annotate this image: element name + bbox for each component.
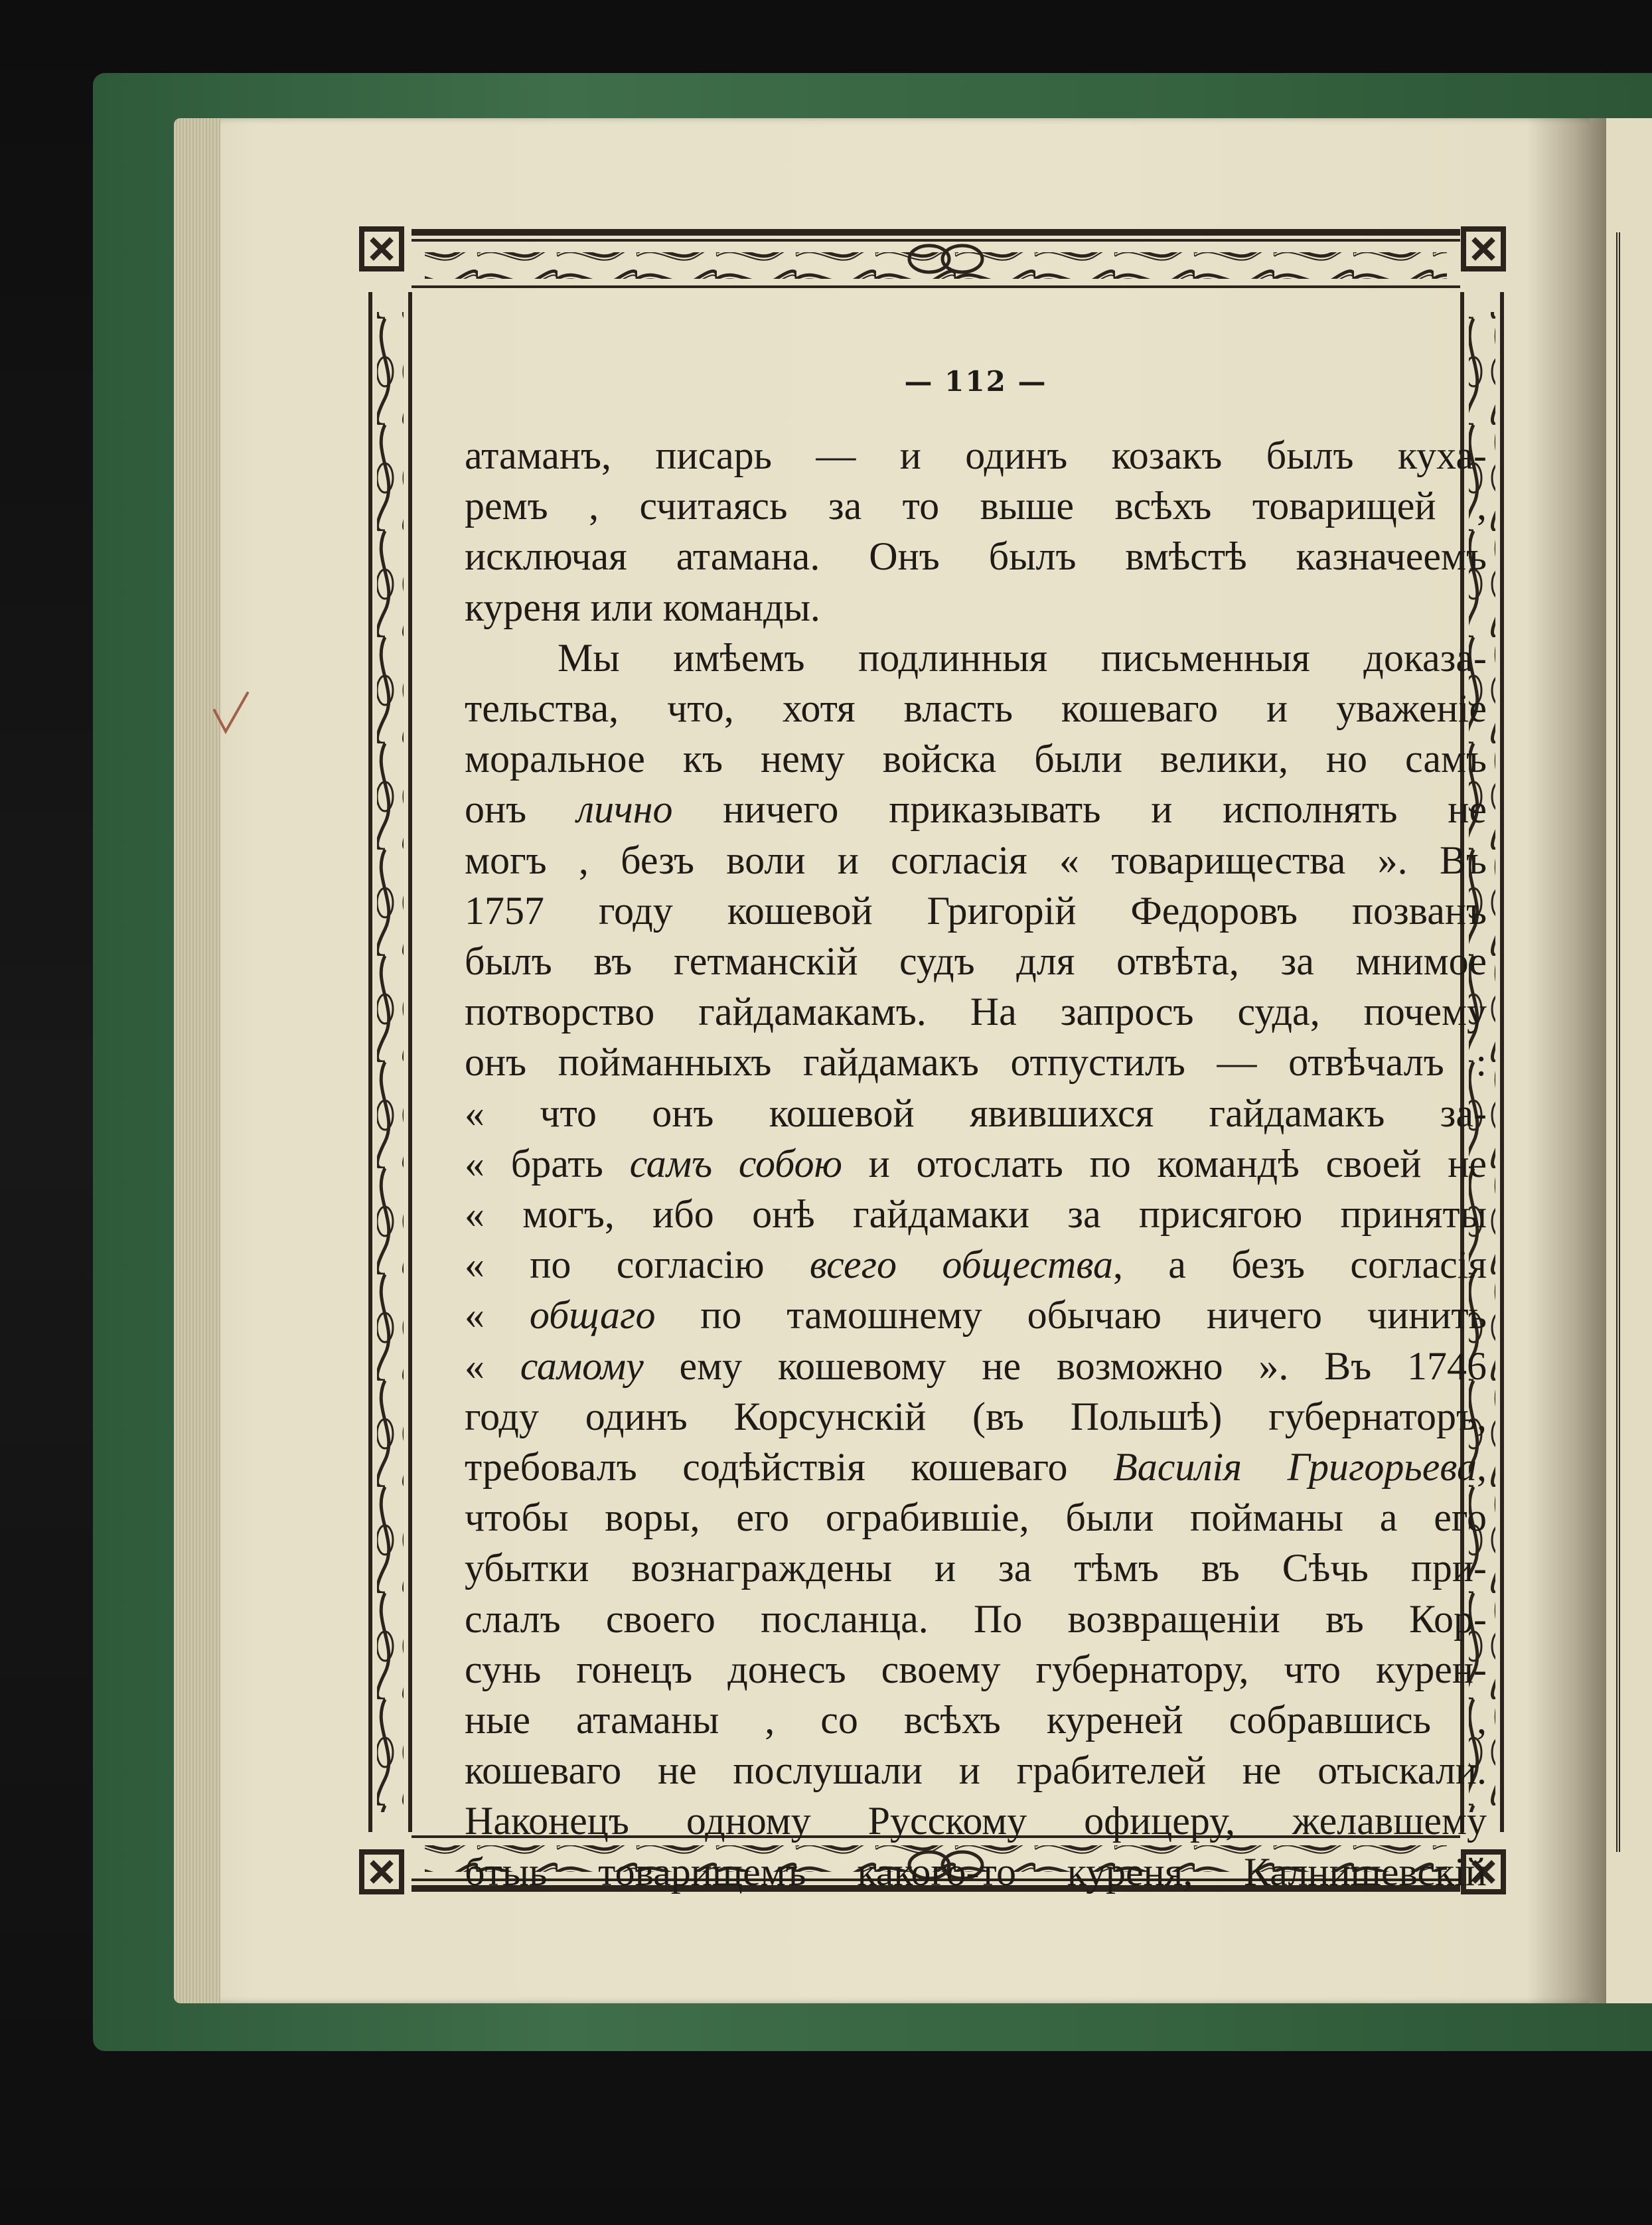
text-run: ремъ , считаясь за то выше всѣхъ товарищей , [465, 484, 1487, 528]
italic-text: Василія Григорьева [1113, 1445, 1477, 1489]
text-line [465, 1339, 1487, 1393]
text-run: ничего приказывать и исполнять не [672, 787, 1487, 832]
text-line [465, 529, 1487, 583]
text-line [465, 782, 1487, 836]
text-run: онъ пойманныхъ гайдамакъ отпустилъ — отвѣчалъ : [465, 1040, 1487, 1085]
text-run: куреня или команды. [465, 585, 820, 629]
italic-text: всего общества [809, 1243, 1113, 1287]
text-line [465, 681, 1487, 735]
text-run: Наконецъ одному Русскому офицеру, желавшему [465, 1799, 1487, 1843]
italic-text: лично [576, 787, 673, 832]
text-line [465, 479, 1487, 533]
text-line [465, 428, 1487, 483]
text-run: убытки вознаграждены и за тѣмъ въ Сѣчь при- [465, 1546, 1487, 1590]
text-run: тельства, что, хотя власть кошеваго и уваженіе [465, 686, 1487, 730]
frame-left-border [368, 292, 412, 1832]
text-run: онъ [465, 787, 577, 832]
italic-text: общаго [529, 1293, 656, 1338]
text-line [465, 1642, 1487, 1697]
text-line [465, 580, 1487, 635]
text-run: « могъ, ибо онѣ гайдамаки за присягою приняты [465, 1192, 1487, 1236]
text-line [465, 1592, 1487, 1646]
text-line [465, 631, 1487, 685]
page-number: — 112 — [904, 365, 1047, 398]
text-run: исключая атамана. Онъ былъ вмѣстѣ казначеемъ [465, 534, 1487, 579]
text-run: , [1477, 1445, 1487, 1489]
text-run: « по согласію [465, 1243, 810, 1287]
text-run: былъ въ гетманскій судъ для отвѣта, за мнимое [465, 939, 1487, 983]
text-line [465, 1187, 1487, 1241]
text-run: ему кошевому не возможно ». Въ 1746 [643, 1343, 1487, 1388]
text-line [465, 731, 1487, 786]
text-run: ные атаманы , со всѣхъ куреней собравшись , [465, 1698, 1487, 1742]
text-line [465, 1845, 1487, 1899]
text-run: Мы имѣемъ подлинныя письменныя доказа- [558, 635, 1487, 680]
text-run: « что онъ кошевой явившихся гайдамакъ за- [465, 1091, 1487, 1135]
text-run: по тамошнему обычаю ничего чинить [655, 1293, 1487, 1338]
text-run: и отослать по командѣ своей не [842, 1141, 1487, 1186]
text-line [465, 1389, 1487, 1444]
text-line [465, 1035, 1487, 1089]
text-run: году одинъ Корсунскій (въ Польшѣ) губернаторъ, [465, 1394, 1487, 1438]
page-text-area [465, 362, 1487, 1894]
italic-text: самъ собою [629, 1141, 842, 1186]
text-line [465, 1743, 1487, 1798]
text-line [465, 1794, 1487, 1848]
text-line [465, 1440, 1487, 1494]
text-run: бтыь товарищемъ какого-то куреня, Калнишевскій [465, 1849, 1487, 1894]
text-line [465, 883, 1487, 938]
text-line [465, 1237, 1487, 1292]
text-run: 1757 году кошевой Григорій Федоровъ позванъ [465, 888, 1487, 933]
text-run: атаманъ, писарь — и одинъ козакъ былъ куха- [465, 433, 1487, 477]
text-run: потворство гайдамакамъ. На запросъ суда, почему [465, 990, 1487, 1034]
text-run: слалъ своего посланца. По возвращеніи въ Кор- [465, 1596, 1487, 1641]
text-run: требовалъ содѣйствія кошеваго [465, 1445, 1114, 1489]
italic-text: самому [520, 1343, 644, 1388]
text-line [465, 1490, 1487, 1545]
text-run: « [465, 1343, 520, 1388]
text-run: « брать [465, 1141, 630, 1186]
text-run: могъ , безъ воли и согласія « товарищества ». Въ [465, 838, 1487, 882]
frame-top-border [412, 229, 1460, 288]
pencil-checkmark [211, 690, 251, 737]
text-run: кошеваго не послушали и грабителей не отыскали. [465, 1748, 1487, 1793]
text-line [465, 984, 1487, 1039]
text-line [465, 934, 1487, 988]
text-line [465, 1288, 1487, 1342]
text-line [465, 1136, 1487, 1191]
text-run: моральное къ нему войска были велики, но самъ [465, 737, 1487, 781]
text-run: чтобы воры, его ограбившіе, были пойманы а его [465, 1496, 1487, 1540]
text-line [465, 1693, 1487, 1747]
text-run: , а безъ согласія [1112, 1243, 1487, 1287]
text-run: сунь гонецъ донесъ своему губернатору, что курен- [465, 1647, 1487, 1691]
text-run: « [465, 1293, 530, 1338]
text-line [465, 833, 1487, 887]
text-line [465, 1541, 1487, 1595]
text-line [465, 1086, 1487, 1140]
